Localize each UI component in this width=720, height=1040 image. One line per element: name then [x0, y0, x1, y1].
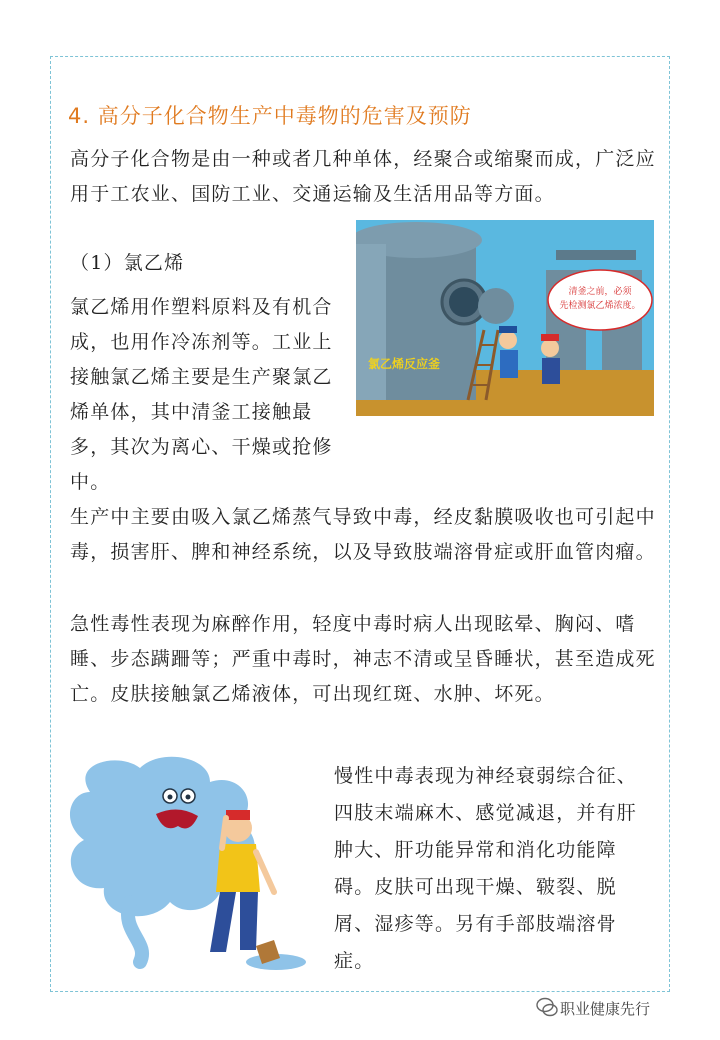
- reactor-label: 氯乙烯反应釜: [368, 357, 441, 371]
- reactor-illustration: [356, 220, 654, 416]
- usage-paragraph: 氯乙烯用作塑料原料及有机合成，也用作冷冻剂等。工业上接触氯乙烯主要是生产聚氯乙烯单体，其中清釜工接触最多，其次为离心、干燥或抢修中。: [70, 296, 333, 493]
- subheading: （1）氯乙烯: [70, 252, 185, 274]
- watermark: 职业健康先行: [560, 1000, 651, 1018]
- acute-paragraph: 急性毒性表现为麻醉作用，轻度中毒时病人出现眩晕、胸闷、嗜睡、步态蹒跚等；严重中毒时，神志不清或呈昏睡状，甚至造成死亡。皮肤接触氯乙烯液体，可出现红斑、水肿、坏死。: [70, 613, 656, 705]
- exposure-paragraph: 生产中主要由吸入氯乙烯蒸气导致中毒，经皮黏膜吸收也可引起中毒，损害肝、脾和神经系统，以及导致肢端溶骨症或肝血管肉瘤。: [70, 506, 656, 563]
- bubble-line-2: 先检测氯乙烯浓度。: [559, 301, 641, 311]
- intro-paragraph: 高分子化合物是由一种或者几种单体，经聚合或缩聚而成，广泛应用于工农业、国防工业、交通运输及生活用品等方面。: [70, 148, 656, 205]
- wechat-icon: [536, 996, 558, 1018]
- bubble-line-1: 清釜之前，必须: [568, 287, 632, 297]
- poison-cloud-illustration: [60, 752, 322, 980]
- section-title: 4. 高分子化合物生产中毒物的危害及预防: [68, 104, 472, 128]
- chronic-paragraph: 慢性中毒表现为神经衰弱综合征、四肢末端麻木、感觉减退，并有肝肿大、肝功能异常和消化功能障碍。皮肤可出现干燥、皲裂、脱屑、湿疹等。另有手部肢端溶骨症。: [334, 765, 638, 972]
